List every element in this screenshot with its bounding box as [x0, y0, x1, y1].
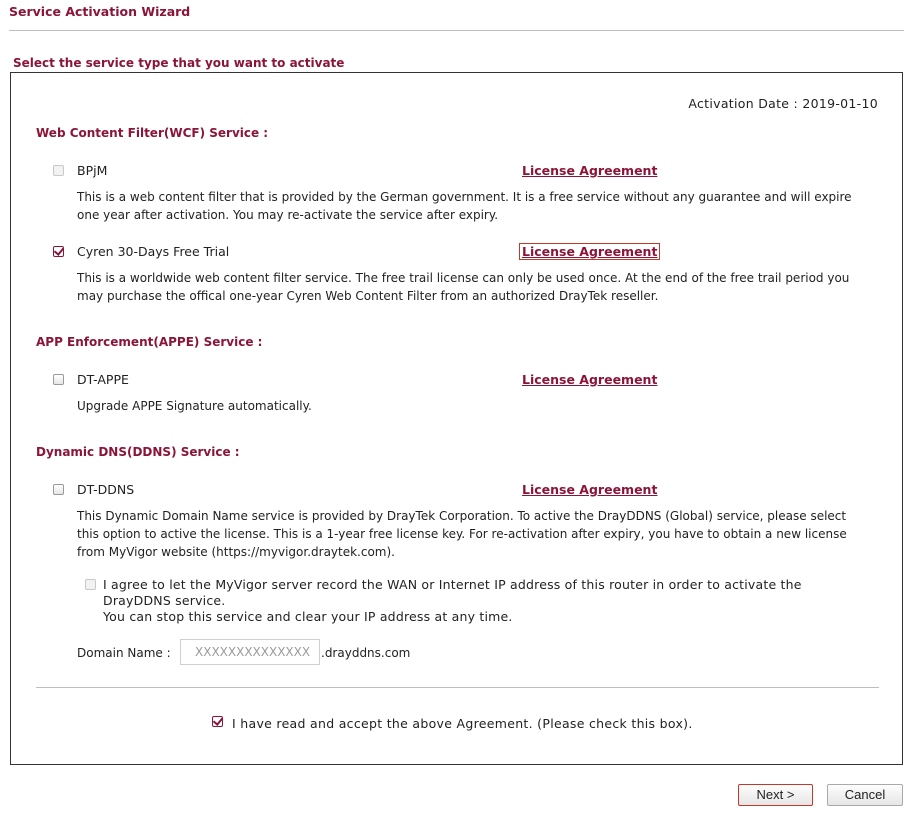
ddns-license-link[interactable]: License Agreement: [522, 482, 658, 497]
domain-name-label: Domain Name :: [77, 646, 171, 660]
activation-date: Activation Date : 2019-01-10: [688, 96, 878, 111]
ddns-description-line2: this option to active the license. This is a 1-year free license key. For re-activation after expiry, you have to obtain a new license: [77, 527, 847, 541]
ddns-consent-line3: You can stop this service and clear your IP address at any time.: [103, 609, 513, 624]
cyren-description-line2: may purchase the offical one-year Cyren Web Content Filter from an authorized DrayTek reseller.: [77, 289, 659, 303]
ddns-heading: Dynamic DNS(DDNS) Service :: [36, 445, 240, 459]
appe-heading: APP Enforcement(APPE) Service :: [36, 335, 263, 349]
cancel-button[interactable]: Cancel: [827, 784, 903, 806]
domain-name-input[interactable]: [180, 639, 320, 665]
ddns-consent-line1: I agree to let the MyVigor server record the WAN or Internet IP address of this router in order to activate the: [103, 577, 802, 592]
appe-license-link[interactable]: License Agreement: [522, 372, 658, 387]
cyren-checkbox[interactable]: [53, 246, 64, 257]
bpjm-checkbox[interactable]: [53, 165, 64, 176]
accept-agreement-label: I have read and accept the above Agreement. (Please check this box).: [232, 716, 693, 731]
agreement-divider: [36, 687, 879, 688]
ddns-label: DT-DDNS: [77, 482, 135, 497]
ddns-description-line1: This Dynamic Domain Name service is provided by DrayTek Corporation. To active the DrayDDNS (Global) service, please select: [77, 509, 847, 523]
ddns-checkbox[interactable]: [53, 484, 64, 495]
wcf-heading: Web Content Filter(WCF) Service :: [36, 126, 269, 140]
cyren-label: Cyren 30-Days Free Trial: [77, 244, 230, 259]
service-panel: [10, 72, 903, 765]
bpjm-license-link[interactable]: License Agreement: [522, 163, 658, 178]
bpjm-description-line1: This is a web content filter that is provided by the German government. It is a free service without any guarantee and will expire: [77, 190, 852, 204]
accept-agreement-checkbox[interactable]: [212, 716, 223, 727]
ddns-description-line3: from MyVigor website (https://myvigor.draytek.com).: [77, 545, 395, 559]
ddns-consent-line2: DrayDDNS service.: [103, 593, 226, 608]
section-caption: Select the service type that you want to activate: [13, 56, 345, 70]
cyren-description-line1: This is a worldwide web content filter service. The free trail license can only be used once. At the end of the free trail period you: [77, 271, 850, 285]
next-button[interactable]: Next >: [738, 784, 813, 806]
appe-checkbox[interactable]: [53, 374, 64, 385]
cyren-license-link[interactable]: License Agreement: [522, 244, 658, 259]
appe-label: DT-APPE: [77, 372, 129, 387]
appe-description: Upgrade APPE Signature automatically.: [77, 399, 312, 413]
bpjm-label: BPjM: [77, 163, 108, 178]
bpjm-description-line2: one year after activation. You may re-activate the service after expiry.: [77, 208, 499, 222]
ddns-ip-consent-checkbox[interactable]: [85, 579, 96, 590]
page-title: Service Activation Wizard: [9, 4, 191, 19]
title-divider: [9, 30, 904, 31]
domain-suffix: .drayddns.com: [321, 646, 411, 660]
